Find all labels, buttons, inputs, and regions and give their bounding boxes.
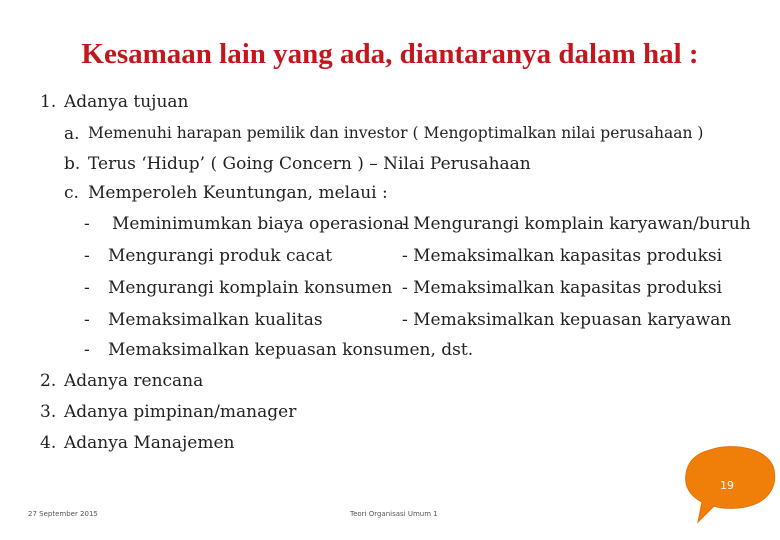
list-item-number: 4. <box>40 433 57 453</box>
footer-date: 27 September 2015 <box>28 510 98 518</box>
list-item-bullet: - <box>84 246 90 266</box>
slide-title: Kesamaan lain yang ada, diantaranya dalam hal : <box>81 38 699 70</box>
list-item-number: 3. <box>40 402 57 422</box>
list-item-text: Adanya Manajemen <box>64 433 235 453</box>
list-item-number: 1. <box>40 92 57 112</box>
list-item-text: Memaksimalkan kualitas <box>108 310 323 330</box>
list-item-text: Mengurangi komplain konsumen <box>108 278 393 298</box>
list-item-number: b. <box>64 154 81 174</box>
list-item-right-text: - Mengurangi komplain karyawan/buruh <box>402 214 751 234</box>
list-item-text: Memperoleh Keuntungan, melaui : <box>88 183 388 203</box>
list-item-bullet: - <box>84 310 90 330</box>
list-item-number: c. <box>64 183 79 203</box>
list-item-text: Mengurangi produk cacat <box>108 246 333 266</box>
list-item-number: a. <box>64 124 80 144</box>
page-number: 19 <box>720 479 734 492</box>
list-item-text: Memaksimalkan kepuasan konsumen, dst. <box>108 340 474 360</box>
list-item-text: Memenuhi harapan pemilik dan investor ( Mengoptimalkan nilai perusahaan ) <box>88 124 704 142</box>
list-item-bullet: - <box>84 214 90 234</box>
list-item-right-text: - Memaksimalkan kepuasan karyawan <box>402 310 732 330</box>
list-item-text: Meminimumkan biaya operasional <box>112 214 410 234</box>
list-item-right-text: - Memaksimalkan kapasitas produksi <box>402 278 723 298</box>
list-item-text: Adanya pimpinan/manager <box>64 402 297 422</box>
list-item-bullet: - <box>84 340 90 360</box>
list-item-text: Adanya tujuan <box>64 92 189 112</box>
list-item-text: Adanya rencana <box>64 371 204 391</box>
list-item-right-text: - Memaksimalkan kapasitas produksi <box>402 246 723 266</box>
list-item-text: Terus ‘Hidup’ ( Going Concern ) – Nilai Perusahaan <box>88 154 531 174</box>
footer-center-text: Teori Organisasi Umum 1 <box>350 510 438 518</box>
list-item-bullet: - <box>84 278 90 298</box>
list-item-number: 2. <box>40 371 57 391</box>
